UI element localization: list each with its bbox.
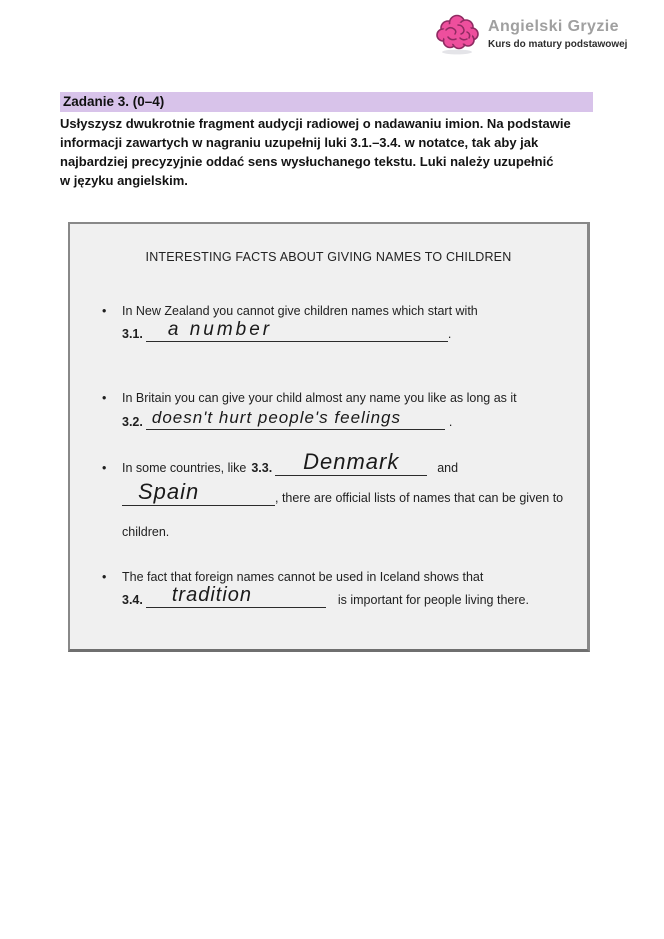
bullet-icon: • xyxy=(102,570,107,584)
item-1-intro: In New Zealand you cannot give children names which start with xyxy=(122,304,478,318)
logo-text xyxy=(488,14,627,50)
handwritten-answer-3-1: a number xyxy=(167,319,273,340)
item-3-between: and xyxy=(437,461,459,475)
gap-row-3-4 xyxy=(122,582,529,608)
brain-icon xyxy=(436,14,480,56)
handwritten-answer-3-3b: Spain xyxy=(138,479,200,504)
item-3-last-line: children. xyxy=(122,525,170,539)
gap-after-3-2: . xyxy=(448,415,453,429)
gap-label-3-4: 3.4. xyxy=(122,593,143,607)
answer-blank-3-4 xyxy=(146,582,326,608)
instruction-line: najbardziej precyzyjnie oddać sens wysłuchanego tekstu. Luki należy uzupełnić xyxy=(60,154,554,169)
bullet-icon: • xyxy=(102,304,107,318)
item-2-intro: In Britain you can give your child almost any name you like as long as it xyxy=(122,391,517,405)
handwritten-answer-3-3a: Denmark xyxy=(303,449,400,474)
bullet-item-3 xyxy=(102,450,458,476)
logo-subtitle: Kurs do matury podstawowej xyxy=(488,39,628,50)
answer-blank-3-2 xyxy=(146,404,445,430)
task-header: Zadanie 3. (0–4) xyxy=(60,92,593,112)
worksheet-title: INTERESTING FACTS ABOUT GIVING NAMES TO CHILDREN xyxy=(145,250,512,264)
gap-row-3-3b xyxy=(122,480,563,506)
logo-title: Angielski Gryzie xyxy=(488,18,619,35)
gap-after-3-1: . xyxy=(447,327,452,341)
instruction-line: w języku angielskim. xyxy=(60,173,188,188)
gap-label-3-3: 3.3. xyxy=(251,461,273,475)
bullet-icon: • xyxy=(102,461,107,475)
bullet-icon: • xyxy=(102,391,107,405)
answer-blank-3-3b xyxy=(122,480,275,506)
instruction-line: Usłyszysz dwukrotnie fragment audycji radiowej o nadawaniu imion. Na podstawie xyxy=(60,116,571,131)
gap-label-3-2: 3.2. xyxy=(122,415,143,429)
instruction-line: informacji zawartych w nagraniu uzupełnij luki 3.1.–3.4. w notatce, tak aby jak xyxy=(60,135,539,150)
handwritten-answer-3-4: tradition xyxy=(171,584,253,606)
item-3-intro: In some countries, like xyxy=(122,461,247,475)
gap-row-3-1 xyxy=(122,316,451,342)
gap-row-3-2 xyxy=(122,404,452,430)
answer-blank-3-1 xyxy=(146,316,448,342)
gap-after-3-4: is important for people living there. xyxy=(337,593,529,607)
worksheet-box xyxy=(68,222,590,652)
gap-label-3-1: 3.1. xyxy=(122,327,143,341)
gap-after-3-3: , there are official lists of names that can be given to xyxy=(275,491,564,505)
item-4-intro: The fact that foreign names cannot be used in Iceland shows that xyxy=(122,570,484,584)
task-instructions xyxy=(60,114,640,190)
answer-blank-3-3a xyxy=(275,450,427,476)
handwritten-answer-3-2: doesn't hurt people's feelings xyxy=(151,408,401,427)
logo xyxy=(436,14,627,56)
